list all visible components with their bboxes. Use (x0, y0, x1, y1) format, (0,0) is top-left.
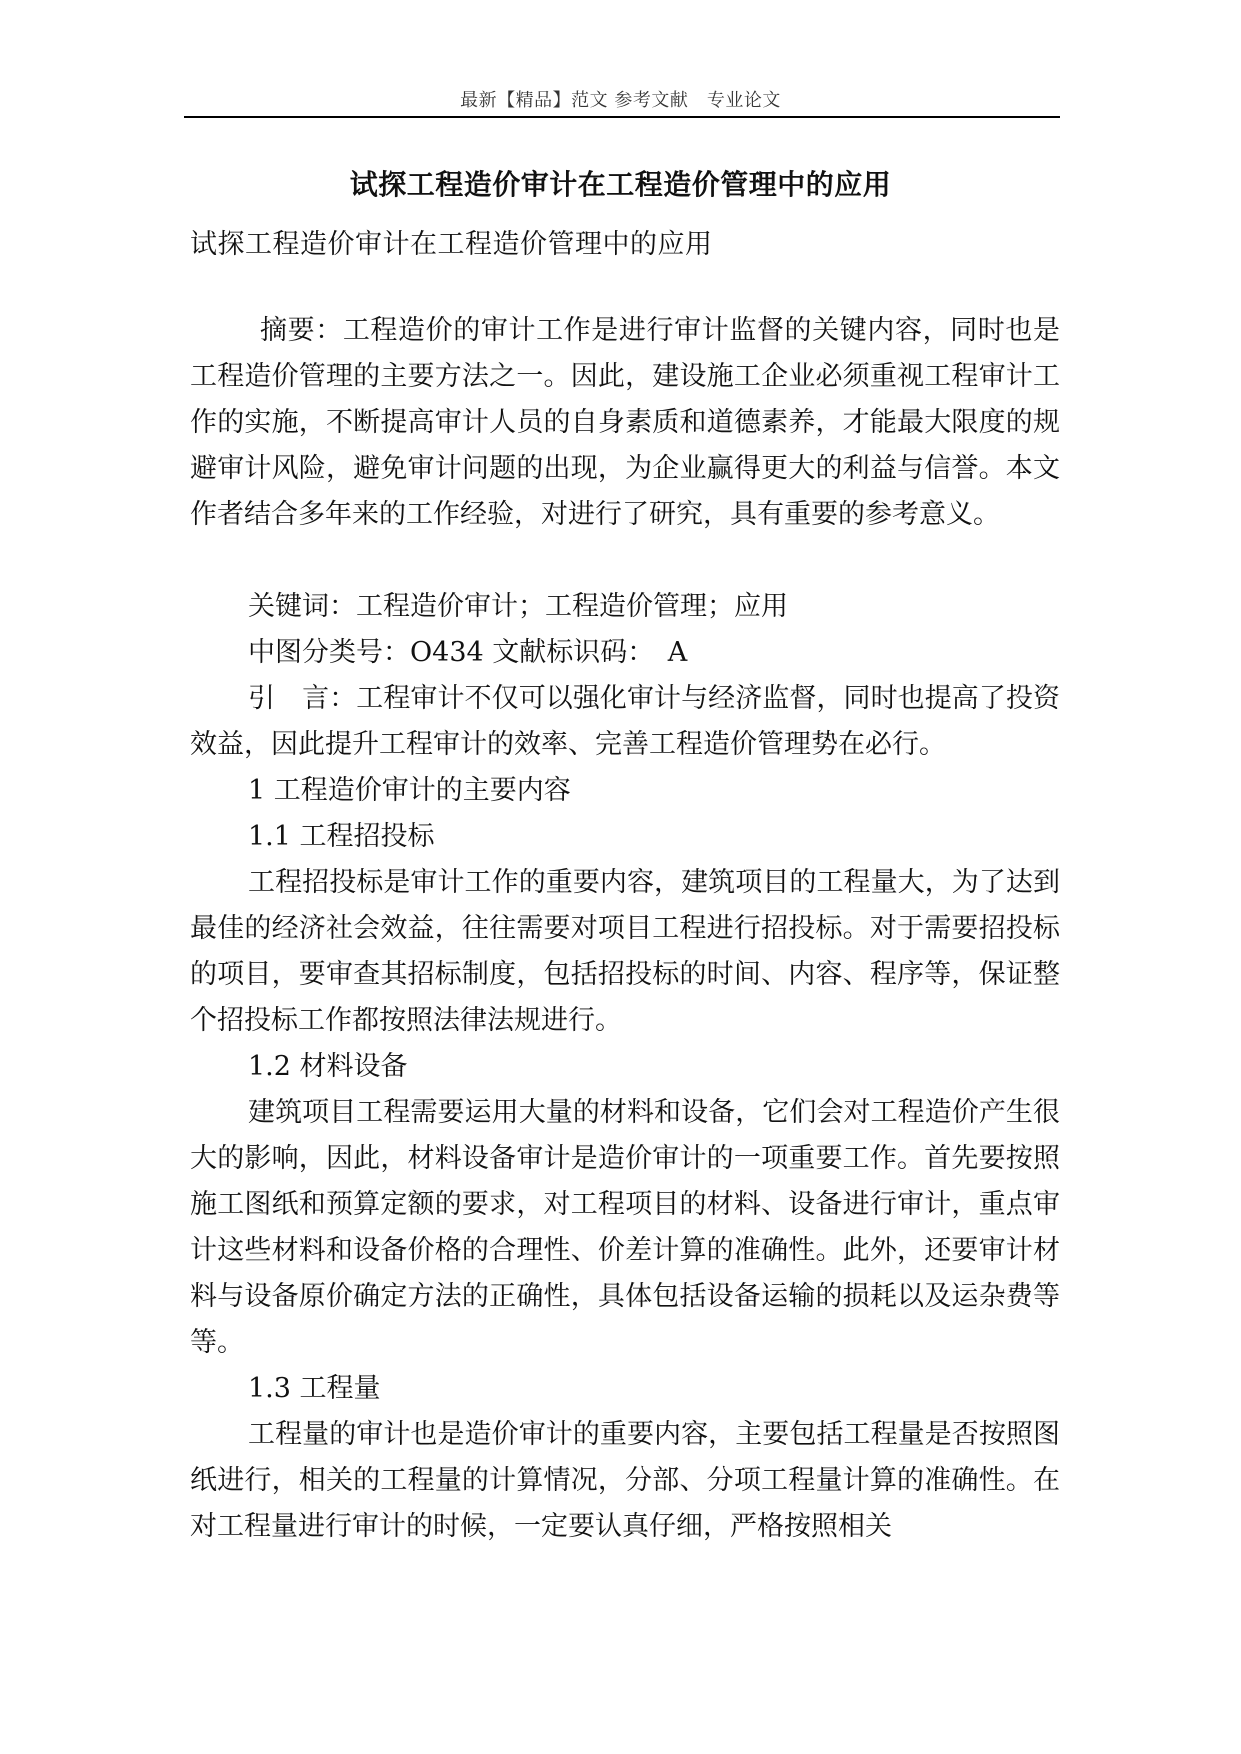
blank-line (190, 538, 1060, 584)
keywords-line: 关键词：工程造价审计；工程造价管理；应用 (248, 591, 788, 622)
document-subtitle: 试探工程造价审计在工程造价管理中的应用 (190, 229, 713, 260)
document-body (190, 308, 1060, 1550)
section-1-1-heading: 1.1 工程招投标 (248, 821, 435, 852)
section-1-3-heading: 1.3 工程量 (248, 1373, 381, 1404)
section-1-3-paragraph: 工程量的审计也是造价审计的重要内容，主要包括工程量是否按照图纸进行，相关的工程量的计算情况，分部、分项工程量计算的准确性。在对工程量进行审计的时候，一定要认真仔细，严格按照相关 (190, 1419, 1060, 1542)
section-1-2-heading: 1.2 材料设备 (248, 1051, 408, 1082)
classification-line: 中图分类号：O434 文献标识码： A (248, 637, 688, 668)
page-header: 最新【精品】范文 参考文献 专业论文 (460, 90, 781, 111)
header-divider (184, 116, 1060, 118)
section-1-1-paragraph: 工程招投标是审计工作的重要内容，建筑项目的工程量大，为了达到最佳的经济社会效益，往往需要对项目工程进行招投标。对于需要招投标的项目，要审查其招标制度，包括招投标的时间、内容、程序等，保证整个招投标工作都按照法律法规进行。 (190, 867, 1060, 1036)
intro-paragraph: 引 言：工程审计不仅可以强化审计与经济监督，同时也提高了投资效益，因此提升工程审计的效率、完善工程造价管理势在必行。 (190, 683, 1060, 760)
section-1-heading: 1 工程造价审计的主要内容 (248, 775, 571, 806)
abstract-paragraph: 摘要：工程造价的审计工作是进行审计监督的关键内容，同时也是工程造价管理的主要方法之一。因此，建设施工企业必须重视工程审计工作的实施，不断提高审计人员的自身素质和道德素养，才能最大限度的规避审计风险，避免审计问题的出现，为企业赢得更大的利益与信誉。本文作者结合多年来的工作经验，对进行了研究，具有重要的参考意义。 (190, 315, 1060, 530)
document-title: 试探工程造价审计在工程造价管理中的应用 (349, 168, 892, 201)
section-1-2-paragraph: 建筑项目工程需要运用大量的材料和设备，它们会对工程造价产生很大的影响，因此，材料设备审计是造价审计的一项重要工作。首先要按照施工图纸和预算定额的要求，对工程项目的材料、设备进行审计，重点审计这些材料和设备价格的合理性、价差计算的准确性。此外，还要审计材料与设备原价确定方法的正确性，具体包括设备运输的损耗以及运杂费等等。 (190, 1097, 1060, 1358)
